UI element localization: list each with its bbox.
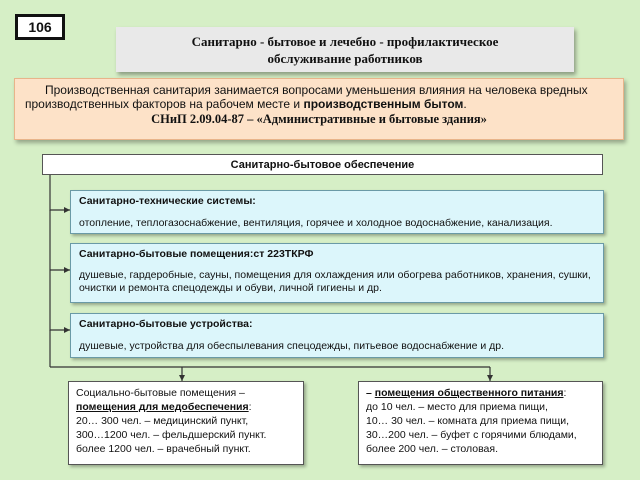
right-box-heading xyxy=(366,386,595,400)
dash: – xyxy=(366,387,375,399)
list-item: 30…200 чел. – буфет с горячими блюдами, xyxy=(366,429,577,441)
intro-text: Производственная санитария занимается вопросами уменьшения влияния на человека вредных производственных факторов на рабочем месте и xyxy=(25,83,588,111)
list-item: до 10 чел. – место для приема пищи, xyxy=(366,401,548,413)
list-item: более 200 чел. – столовая. xyxy=(366,443,498,455)
medical-heading: помещения для медобеспечения xyxy=(76,401,249,413)
box-text: отопление, теплогазоснабжение, вентиляция, горячее и холодное водоснабжение, канализация. xyxy=(79,217,553,229)
left-box-line-1: Социально-бытовые помещения – xyxy=(76,387,245,399)
box-title: Санитарно-бытовые устройства: xyxy=(79,318,253,330)
sanitary-devices-box xyxy=(70,313,604,358)
box-text: душевые, гардеробные, сауны, помещения для охлаждения или обогрева работников, хранения, сушки, очистки и ремонта спецодежды и обуви, личной гигиены и др. xyxy=(79,269,591,294)
colon: : xyxy=(563,387,567,399)
slide-number: 106 xyxy=(15,14,65,40)
box-text: душевые, устройства для обеспылевания спецодежды, питьевое водоснабжение и др. xyxy=(79,340,505,352)
box-title: Санитарно-бытовые помещения:ст 223ТКРФ xyxy=(79,248,314,260)
catering-premises-box xyxy=(358,381,603,465)
list-item: 20… 300 чел. – медицинский пункт, xyxy=(76,415,249,427)
intro-text-end: . xyxy=(463,97,467,111)
list-item: 300…1200 чел. – фельдшерский пункт. xyxy=(76,429,267,441)
sanitary-premises-box xyxy=(70,243,604,303)
left-box-line-2 xyxy=(76,400,296,414)
box-title: Санитарно-технические системы: xyxy=(79,195,256,207)
list-item: 10… 30 чел. – комната для приема пищи, xyxy=(366,415,570,427)
medical-premises-box xyxy=(68,381,304,465)
sanitary-technical-box xyxy=(70,190,604,234)
title-line-2: обслуживание работников xyxy=(267,50,423,66)
list-item: более 1200 чел. – врачебный пункт. xyxy=(76,443,251,455)
colon: : xyxy=(248,401,252,413)
title-line-1: Санитарно - бытовое и лечебно - профилактическое xyxy=(191,33,499,49)
snip-reference: СНиП 2.09.04-87 – «Административные и бытовые здания» xyxy=(151,112,487,126)
section-header: Санитарно-бытовое обеспечение xyxy=(42,154,603,175)
intro-bold-text: производственным бытом xyxy=(303,97,464,111)
catering-heading: помещения общественного питания xyxy=(374,387,564,399)
